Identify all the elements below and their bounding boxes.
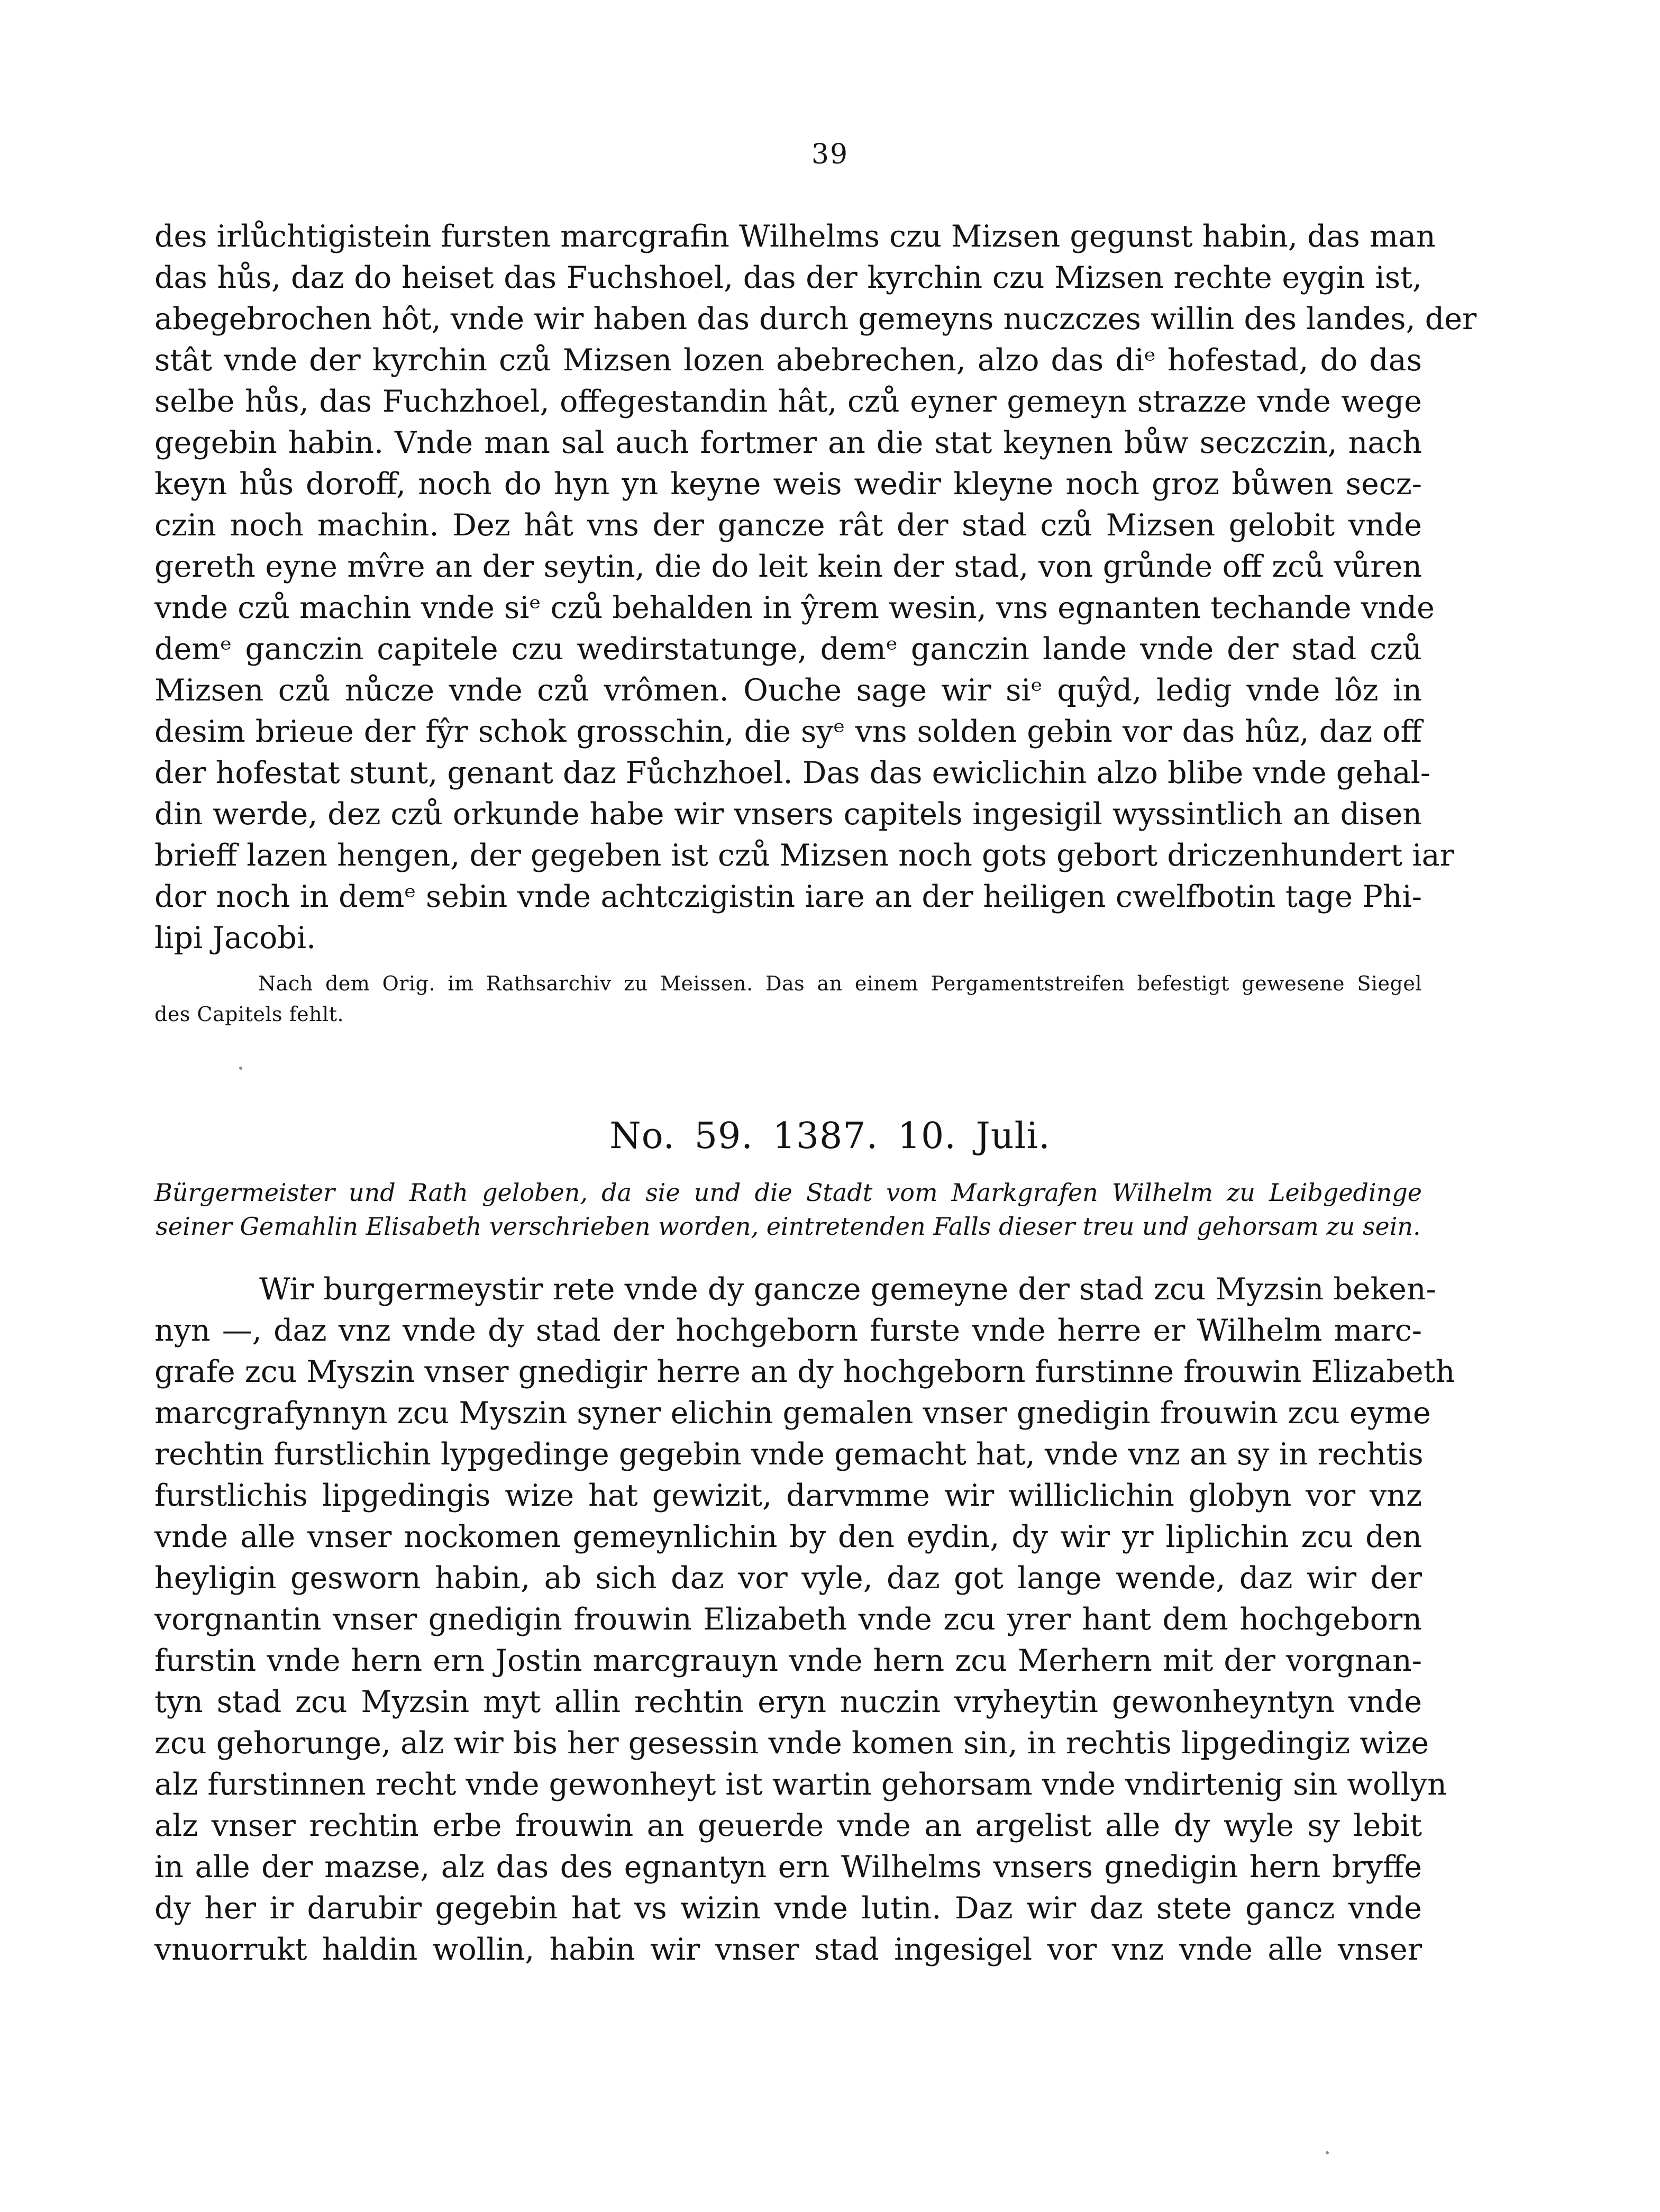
regest-line: seiner Gemahlin Elisabeth verschrieben worden, eintretenden Falls dieser treu und gehorsam zu sein. [156, 1212, 1421, 1241]
text-line: zcu gehorunge, alz wir bis her gesessin vnde komen sin, in rechtis lipgedingiz wize [154, 1726, 1429, 1761]
scan-speck [1326, 2151, 1329, 2154]
source-note [154, 968, 1422, 1030]
text-line: selbe hůs, das Fuchzhoel, offegestandin hât, czů eyner gemeyn strazze vnde wege [154, 384, 1422, 419]
text-line: tyn stad zcu Myzsin myt allin rechtin eryn nuczin vryheytin gewonheyntyn vnde [154, 1685, 1422, 1719]
text-line: vnde alle vnser nockomen gemeynlichin by den eydin, dy wir yr liplichin zcu den [154, 1519, 1422, 1554]
text-line: lipi Jacobi. [154, 921, 316, 955]
text-line: grafe zcu Myszin vnser gnedigir herre an dy hochgeborn furstinne frouwin Elizabeth [154, 1354, 1455, 1389]
text-line: desim brieue der fŷr schok grosschin, die syᵉ vns solden gebin vor das hûz, daz off [154, 714, 1422, 749]
text-line: alz furstinnen recht vnde gewonheyt ist wartin gehorsam vnde vndirtenig sin wollyn [154, 1767, 1447, 1802]
page-number: 39 [811, 139, 849, 170]
text-line: demᵉ ganczin capitele czu wedirstatunge, demᵉ ganczin lande vnde der stad czů [154, 632, 1422, 667]
regest [154, 1176, 1422, 1243]
text-line: heyligin gesworn habin, ab sich daz vor vyle, daz got lange wende, daz wir der [154, 1561, 1422, 1596]
scan-speck [239, 1067, 242, 1070]
regest-line: Bürgermeister und Rath geloben, da sie und die Stadt vom Markgrafen Wilhelm zu Leibgedinge [154, 1178, 1422, 1207]
text-line: Wir burgermeystir rete vnde dy gancze gemeyne der stad zcu Myzsin beken- [259, 1272, 1436, 1307]
text-line: czin noch machin. Dez hât vns der gancze rât der stad czů Mizsen gelobit vnde [154, 508, 1422, 543]
text-line: der hofestat stunt, genant daz Fůchzhoel. Das das ewiclichin alzo blibe vnde gehal- [154, 755, 1431, 790]
text-line: Mizsen czů nůcze vnde czů vrômen. Ouche sage wir siᵉ quŷd, ledig vnde lôz in [154, 673, 1422, 708]
text-line: dy her ir darubir gegebin hat vs wizin vnde lutin. Daz wir daz stete gancz vnde [154, 1891, 1422, 1926]
text-line: keyn hůs doroff, noch do hyn yn keyne weis wedir kleyne noch groz bůwen secz- [154, 467, 1422, 502]
note-line: Nach dem Orig. im Rathsarchiv zu Meissen. Das an einem Pergamentstreifen befestigt gewesene Siegel [258, 972, 1422, 995]
text-line: alz vnser rechtin erbe frouwin an geuerde vnde an argelist alle dy wyle sy lebit [154, 1808, 1422, 1843]
charter-text [154, 1269, 1455, 1970]
text-line: nyn —, daz vnz vnde dy stad der hochgeborn furste vnde herre er Wilhelm marc- [154, 1313, 1422, 1348]
text-line: gegebin habin. Vnde man sal auch fortmer an die stat keynen bůw seczczin, nach [154, 425, 1422, 460]
text-line: in alle der mazse, alz das des egnantyn ern Wilhelms vnsers gnedigin hern bryffe [154, 1850, 1422, 1885]
text-line: din werde, dez czů orkunde habe wir vnsers capitels ingesigil wyssintlich an disen [154, 797, 1422, 832]
text-line: das hůs, daz do heiset das Fuchshoel, das der kyrchin czu Mizsen rechte eygin ist, [154, 260, 1422, 295]
text-line: vorgnantin vnser gnedigin frouwin Elizabeth vnde zcu yrer hant dem hochgeborn [154, 1602, 1422, 1637]
text-line: furstlichis lipgedingis wize hat gewizit, darvmme wir williclichin globyn vor vnz [154, 1478, 1422, 1513]
text-line: vnde czů machin vnde siᵉ czů behalden in ŷrem wesin, vns egnanten techande vnde [154, 590, 1435, 625]
text-line: gereth eyne mv̂re an der seytin, die do leit kein der stad, von grůnde off zců vůren [154, 549, 1422, 584]
text-line: vnuorrukt haldin wollin, habin wir vnser stad ingesigel vor vnz vnde alle vnser [154, 1932, 1422, 1967]
text-line: rechtin furstlichin lypgedinge gegebin vnde gemacht hat, vnde vnz an sy in rechtis [154, 1437, 1424, 1472]
text-line: marcgrafynnyn zcu Myszin syner elichin gemalen vnser gnedigin frouwin zcu eyme [154, 1396, 1431, 1431]
text-line: abegebrochen hôt, vnde wir haben das durch gemeyns nuczczes willin des landes, der [154, 302, 1477, 336]
text-line: stât vnde der kyrchin czů Mizsen lozen abebrechen, alzo das diᵉ hofestad, do das [154, 343, 1422, 378]
document-heading: No. 59. 1387. 10. Juli. [609, 1115, 1051, 1157]
text-line: des irlůchtigistein fursten marcgrafin Wilhelms czu Mizsen gegunst habin, das man [154, 219, 1436, 254]
text-line: dor noch in demᵉ sebin vnde achtczigistin iare an der heiligen cwelfbotin tage Phi- [154, 879, 1422, 914]
text-line: brieff lazen hengen, der gegeben ist czů Mizsen noch gots gebort driczenhundert iar [154, 838, 1454, 873]
continuation-text [154, 216, 1477, 959]
text-line: furstin vnde hern ern Jostin marcgrauyn vnde hern zcu Merhern mit der vorgnan- [154, 1643, 1422, 1678]
note-line: des Capitels fehlt. [154, 1003, 344, 1026]
